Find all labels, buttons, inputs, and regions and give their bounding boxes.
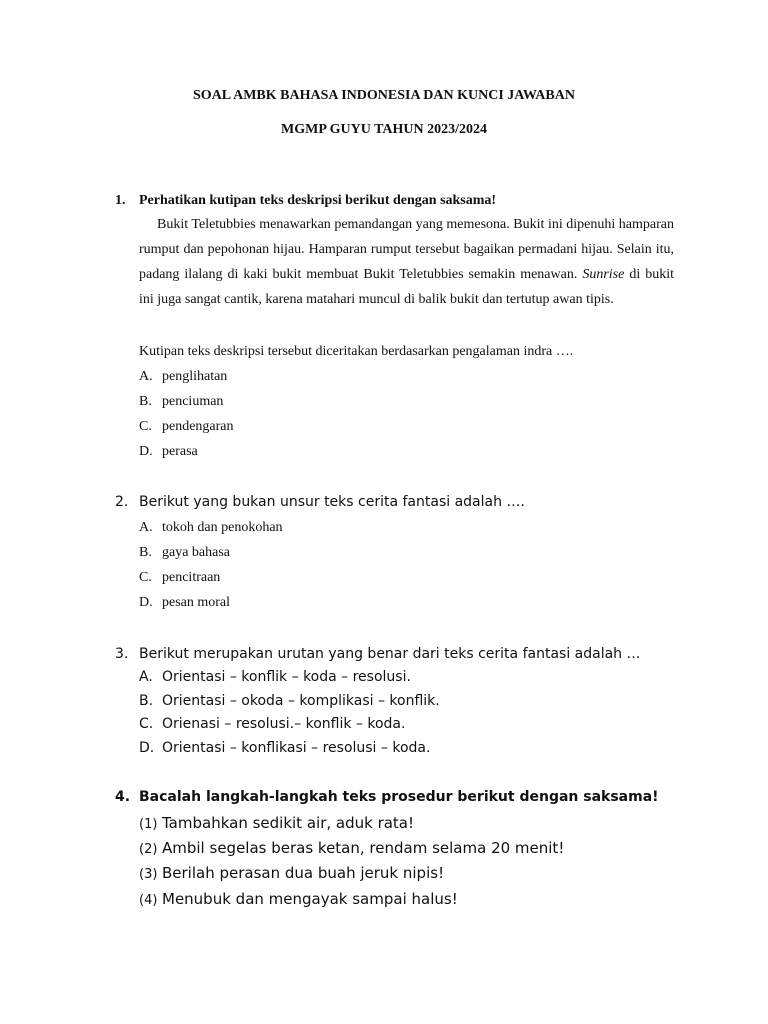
option-letter: A. [139, 520, 153, 535]
option-letter: D. [139, 595, 153, 610]
question-1-option-d [139, 444, 198, 460]
step-number: (2) [139, 842, 158, 857]
question-3-option-a [139, 669, 411, 685]
option-letter: C. [139, 419, 152, 434]
option-text: pendengaran [162, 419, 234, 434]
question-2-option-b [139, 545, 230, 561]
question-3-number: 3. [115, 646, 129, 662]
option-text: Orientasi – konflikasi – resolusi – koda. [162, 740, 431, 756]
question-1-number: 1. [115, 193, 126, 208]
document-subtitle: MGMP GUYU TAHUN 2023/2024 [281, 122, 487, 137]
question-2-option-a [139, 520, 283, 536]
procedure-step-2 [139, 838, 564, 857]
option-letter: A. [139, 369, 153, 384]
question-2-number: 2. [115, 494, 129, 510]
procedure-step-3 [139, 863, 444, 882]
option-text: penciuman [162, 394, 224, 409]
question-2-option-d [139, 595, 230, 611]
option-text: tokoh dan penokohan [162, 520, 283, 535]
option-letter: B. [139, 545, 152, 560]
step-text: Menubuk dan mengayak sampai halus! [162, 890, 458, 908]
question-4-prompt: Bacalah langkah-langkah teks prosedur berikut dengan saksama! [139, 789, 659, 805]
question-1-text: Kutipan teks deskripsi tersebut diceritakan berdasarkan pengalaman indra …. [139, 344, 574, 359]
step-number: (3) [139, 867, 158, 882]
option-letter: D. [139, 444, 153, 459]
option-text: pencitraan [162, 570, 221, 585]
question-1-prompt: Perhatikan kutipan teks deskripsi berikut dengan saksama! [139, 193, 497, 208]
question-3-prompt: Berikut merupakan urutan yang benar dari teks cerita fantasi adalah … [139, 646, 641, 662]
option-letter: C. [139, 570, 152, 585]
question-2-prompt: Berikut yang bukan unsur teks cerita fantasi adalah …. [139, 494, 525, 510]
question-1-passage [139, 212, 674, 312]
option-text: Orientasi – konflik – koda – resolusi. [162, 669, 411, 685]
option-letter: C. [139, 716, 154, 732]
question-2-option-c [139, 570, 220, 586]
option-text: pesan moral [162, 595, 231, 610]
passage-text: Bukit Teletubbies menawarkan pemandangan yang memesona. Bukit ini dipenuhi hamparan rumput dan pepohonan hijau. Hamparan rumput tersebut bagaikan permadani hijau. Selain itu, padang ilalang di kaki bukit membuat Bukit Teletubbies semakin menawan. [139, 217, 674, 282]
question-3-option-c [139, 716, 405, 732]
step-text: Tambahkan sedikit air, aduk rata! [162, 814, 415, 832]
passage-italic-word: Sunrise [582, 267, 625, 282]
option-letter: D. [139, 740, 155, 756]
question-4-number: 4. [115, 789, 131, 805]
step-text: Berilah perasan dua buah jeruk nipis! [162, 864, 445, 882]
step-text: Ambil segelas beras ketan, rendam selama 20 menit! [162, 839, 565, 857]
option-letter: A. [139, 669, 153, 685]
option-letter: B. [139, 693, 154, 709]
question-1-option-c [139, 419, 234, 435]
question-3-option-d [139, 740, 430, 756]
procedure-step-1 [139, 813, 414, 832]
question-3-option-b [139, 693, 440, 709]
passage-text-end: di bukit ini juga sangat cantik, karena matahari muncul di balik bukit dan tertutup awan tipis. [139, 267, 675, 307]
procedure-step-4 [139, 889, 458, 908]
option-text: perasa [162, 444, 198, 459]
option-text: gaya bahasa [162, 545, 231, 560]
document-title: SOAL AMBK BAHASA INDONESIA DAN KUNCI JAWABAN [193, 88, 575, 103]
question-1-option-a [139, 369, 227, 385]
option-text: Orienasi – resolusi.– konflik – koda. [162, 716, 406, 732]
step-number: (4) [139, 893, 158, 908]
step-number: (1) [139, 817, 158, 832]
option-text: Orientasi – okoda – komplikasi – konflik. [162, 693, 440, 709]
question-1-option-b [139, 394, 223, 410]
option-text: penglihatan [162, 369, 228, 384]
option-letter: B. [139, 394, 152, 409]
